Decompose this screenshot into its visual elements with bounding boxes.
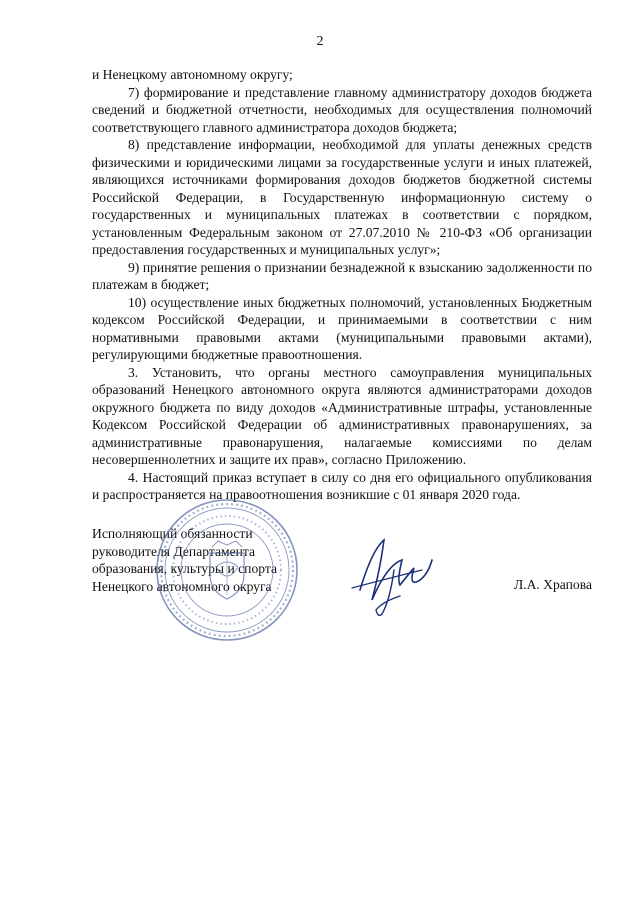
signer-title-line: руководителя Департамента xyxy=(92,543,256,559)
paragraph-item-8: 8) представление информации, необходимой для уплаты денежных средств физическими и юридическими лицами за государственные услуги и иных платежей, являющихся источниками формирования доходов бюджетов бюджетной системы Российской Федерации, в Государственную информационную систему о государственных и муниципальных платежах в соответствии с порядком, установленным Федеральным законом от 27.07.2010 № 210-ФЗ «Об организации предоставления государственных и муниципальных услуг»; xyxy=(92,137,592,257)
paragraph-item-10: 10) осуществление иных бюджетных полномочий, установленных Бюджетным кодексом Российской Федерации, и принимаемыми в соответствии с ним нормативными правовыми актами (муниципальными правовыми актами), регулирующими бюджетные правоотношения. xyxy=(92,294,592,362)
paragraph-section-3: 3. Установить, что органы местного самоуправления муниципальных образований Ненецкого автономного округа являются администраторами доходов окружного бюджета по виду доходов «Административные штрафы, установленные Кодексом Российской Федерации об административных правонарушениях, за административные правонарушения, налагаемые комиссиями по делам несовершеннолетних и защите их прав», согласно Приложению. xyxy=(92,364,592,467)
signature-block xyxy=(92,525,592,645)
official-seal-icon xyxy=(152,495,302,645)
paragraph-item-7: 7) формирование и представление главному администратору доходов бюджета сведений и бюджетной отчетности, необходимых для осуществления полномочий соответствующего главного администратора доходов бюджета; xyxy=(92,84,592,135)
paragraph-section-4: 4. Настоящий приказ вступает в силу со дня его официального опубликования и распространяется на правоотношения возникшие с 01 января 2020 года. xyxy=(92,469,592,502)
page-number: 2 xyxy=(316,34,324,49)
paragraph-item-9: 9) принятие решения о признании безнадежной к взысканию задолженности по платежам в бюджет; xyxy=(92,259,592,292)
signer-title-line: Исполняющий обязанности xyxy=(92,526,253,541)
handwritten-signature-icon xyxy=(342,530,442,620)
signer-title-line: Ненецкого автономного округа xyxy=(92,578,272,594)
document-body xyxy=(92,66,592,504)
signer-name: Л.А. Храпова xyxy=(513,577,592,592)
signer-title-line: образования, культуры и спорта xyxy=(92,561,278,576)
paragraph-continuation: и Ненецкому автономному округу; xyxy=(92,67,293,82)
